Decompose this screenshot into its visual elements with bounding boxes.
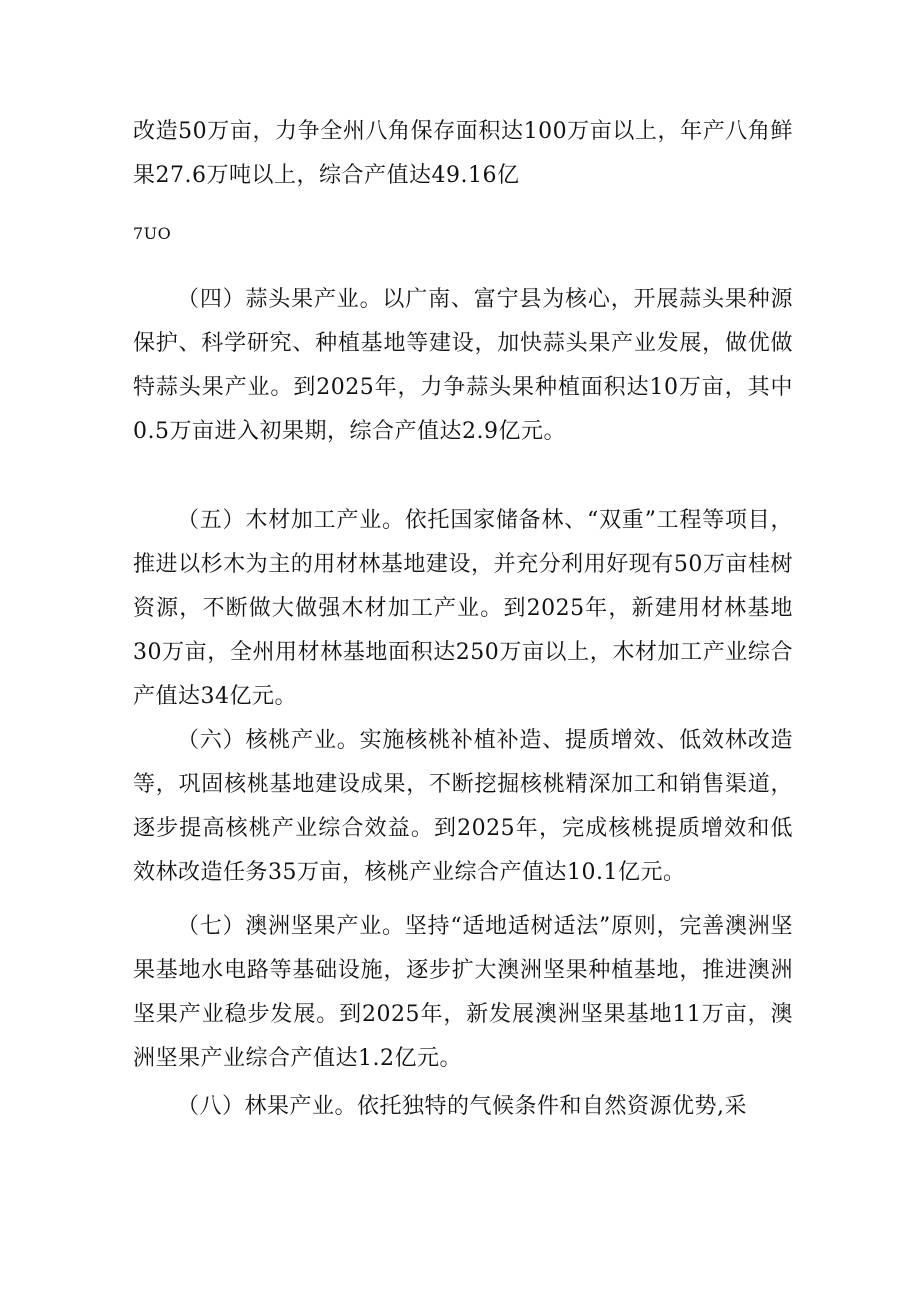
paragraph-continuation: 改造50万亩，力争全州八角保存面积达100万亩以上，年产八角鲜果27.6万吨以上，综合产值达49.16亿 (133, 119, 793, 188)
paragraph-macadamia: （七）澳洲坚果产业。坚持“适地适树适法”原则，完善澳洲坚果基地水电路等基础设施，逐步扩大澳洲坚果种植基地，推进澳洲坚果产业稳步发展。到2025年，新发展澳洲坚果基地11万亩，澳洲坚果产业综合产值达1.2亿元。 (133, 914, 793, 1071)
paragraph-forest-fruit: （八）林果产业。依托独特的气候条件和自然资源优势,采 (177, 1094, 747, 1119)
stray-fragment: 7UO (133, 224, 172, 243)
paragraph-walnut: （六）核桃产业。实施核桃补植补造、提质增效、低效林改造等，巩固核桃基地建设成果，不断挖掘核桃精深加工和销售渠道，逐步提高核桃产业综合效益。到2025年，完成核桃提质增效和低效林改造任务35万亩，核桃产业综合产值达10.1亿元。 (133, 728, 793, 885)
paragraph-timber: （五）木材加工产业。依托国家储备林、“双重”工程等项目，推进以杉木为主的用材林基地建设，并充分利用好现有50万亩桂树资源，不断做大做强木材加工产业。到2025年，新建用材林基地30万亩，全州用材林基地面积达250万亩以上，木材加工产业综合产值达34亿元。 (133, 508, 793, 709)
paragraph-garlic-fruit: （四）蒜头果产业。以广南、富宁县为核心，开展蒜头果种源保护、科学研究、种植基地等建设，加快蒜头果产业发展，做优做特蒜头果产业。到2025年，力争蒜头果种植面积达10万亩，其中0.5万亩进入初果期，综合产值达2.9亿元。 (133, 287, 793, 444)
